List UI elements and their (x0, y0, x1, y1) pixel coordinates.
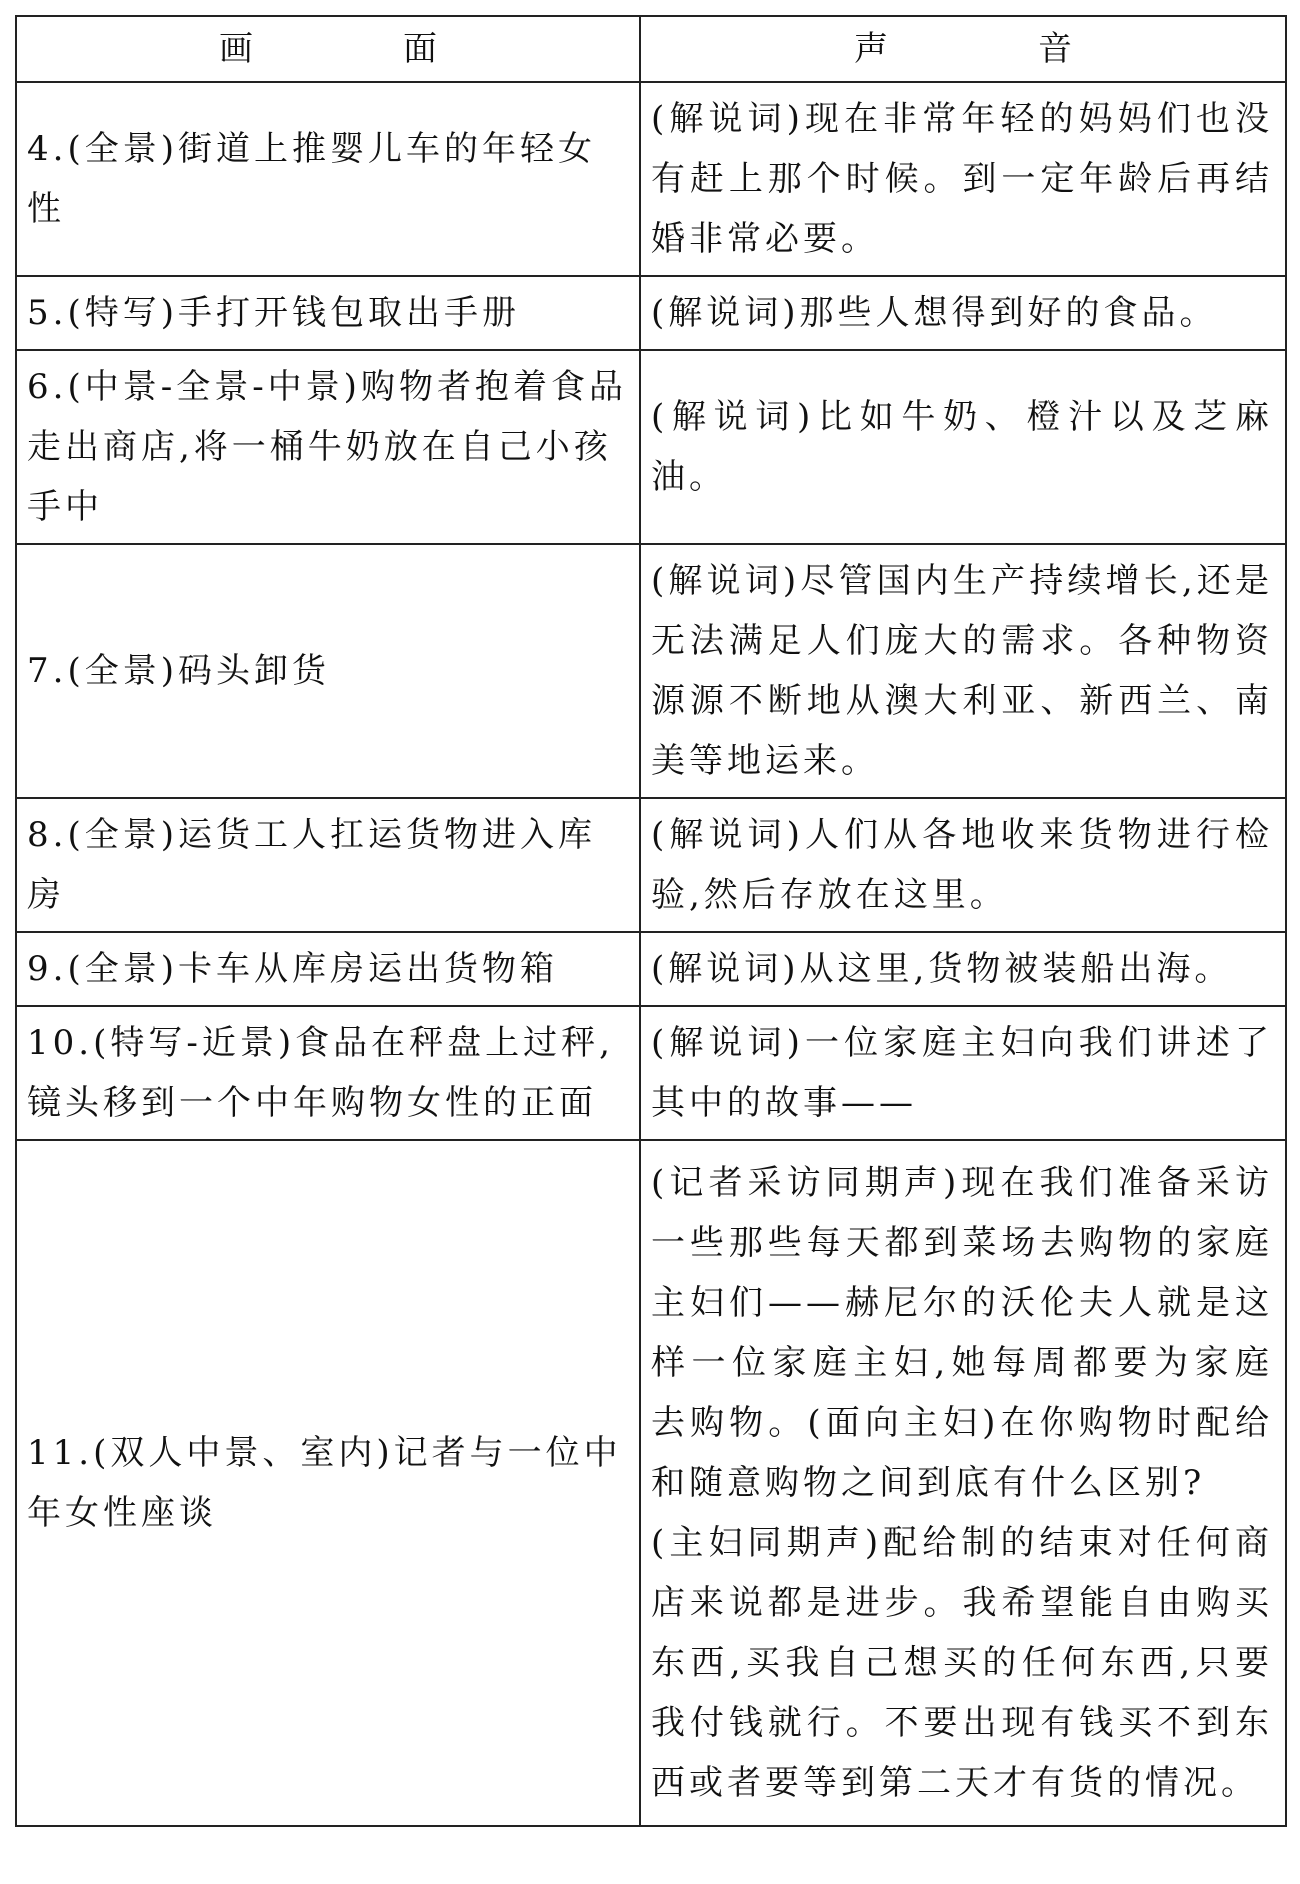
sound-cell (640, 1140, 1286, 1826)
sound-text: (解说词)比如牛奶、橙汁以及芝麻油。 (651, 397, 1273, 497)
table-row (16, 276, 1286, 350)
table-row (16, 82, 1286, 276)
picture-cell: 11.(双人中景、室内)记者与一位中年女性座谈 (16, 1140, 640, 1826)
sound-text: (解说词)现在非常年轻的妈妈们也没有赶上那个时候。到一定年龄后再结婚非常必要。 (651, 99, 1273, 259)
table-row (16, 1140, 1286, 1826)
header-picture: 画面 (16, 16, 640, 82)
picture-cell: 6.(中景-全景-中景)购物者抱着食品走出商店,将一桶牛奶放在自己小孩手中 (16, 350, 640, 544)
picture-cell: 7.(全景)码头卸货 (16, 544, 640, 798)
table-row (16, 544, 1286, 798)
table-row (16, 932, 1286, 1006)
picture-cell: 5.(特写)手打开钱包取出手册 (16, 276, 640, 350)
sound-text: (解说词)那些人想得到好的食品。 (651, 293, 1218, 333)
sound-text: (解说词)一位家庭主妇向我们讲述了其中的故事—— (651, 1023, 1273, 1123)
sound-cell (640, 276, 1286, 350)
picture-cell: 4.(全景)街道上推婴儿车的年轻女性 (16, 82, 640, 276)
sound-cell (640, 932, 1286, 1006)
sound-text: (记者采访同期声)现在我们准备采访一些那些每天都到菜场去购物的家庭主妇们——赫尼尔的沃伦夫人就是这样一位家庭主妇,她每周都要为家庭去购物。(面向主妇)在你购物时配给和随意购物之间到底有什么区别? (651, 1163, 1273, 1503)
sound-cell (640, 798, 1286, 932)
sound-cell (640, 1006, 1286, 1140)
table-row (16, 350, 1286, 544)
header-sound: 声音 (640, 16, 1286, 82)
table-row (16, 798, 1286, 932)
sound-text: (解说词)尽管国内生产持续增长,还是无法满足人们庞大的需求。各种物资源源不断地从澳大利亚、新西兰、南美等地运来。 (651, 561, 1273, 781)
picture-cell: 10.(特写-近景)食品在秤盘上过秤,镜头移到一个中年购物女性的正面 (16, 1006, 640, 1140)
sound-cell (640, 544, 1286, 798)
sound-text: (解说词)人们从各地收来货物进行检验,然后存放在这里。 (651, 815, 1273, 915)
sound-text: (主妇同期声)配给制的结束对任何商店来说都是进步。我希望能自由购买东西,买我自己想买的任何东西,只要我付钱就行。不要出现有钱买不到东西或者要等到第二天才有货的情况。 (651, 1523, 1273, 1803)
header-row (16, 16, 1286, 82)
sound-cell (640, 82, 1286, 276)
picture-cell: 9.(全景)卡车从库房运出货物箱 (16, 932, 640, 1006)
table-row (16, 1006, 1286, 1140)
sound-cell (640, 350, 1286, 544)
picture-cell: 8.(全景)运货工人扛运货物进入库房 (16, 798, 640, 932)
shot-script-table (15, 15, 1287, 1827)
sound-text: (解说词)从这里,货物被装船出海。 (651, 949, 1233, 989)
